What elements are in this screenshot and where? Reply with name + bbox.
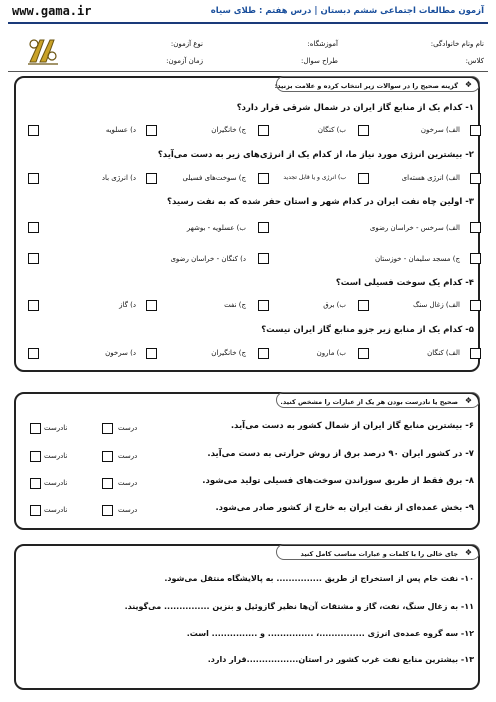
fill-item: ۱۱- به زغال سنگ، نفت، گاز و مشتقات آن‌ها نظیر گازوئیل و بنزین ............... می‌گویند. [124, 602, 474, 611]
section-heading: گزینه صحیح را در سوالات زیر انتخاب کرده و علامت بزنید: [274, 82, 458, 90]
option-label: الف) سرخس - خراسان رضوی [369, 224, 460, 232]
false-label: نادرست [44, 424, 68, 432]
exam-type-label: نوع آزمون: [170, 40, 203, 48]
answer-checkbox[interactable] [358, 300, 369, 311]
answer-checkbox[interactable] [358, 173, 369, 184]
answer-checkbox[interactable] [28, 125, 39, 136]
option-label: د) کنگان - خراسان رضوی [170, 255, 246, 263]
diamond-bullet-icon: ❖ [464, 548, 472, 557]
option-label: ب) عسلویه - بوشهر [186, 224, 246, 232]
school-label: آموزشگاه: [307, 40, 338, 48]
option-label: د) انرژی باد [101, 174, 136, 182]
false-checkbox[interactable] [30, 505, 41, 516]
answer-checkbox[interactable] [258, 253, 269, 264]
statement-text: ۹- بخش عمده‌ای از نفت ایران به خارج از کشور صادر می‌شود. [215, 503, 474, 513]
statement-text: ۷- در کشور ایران ۹۰ درصد برق از روش حرارتی به دست می‌آید. [207, 449, 474, 459]
option-label: الف) سرخون [420, 126, 460, 134]
false-label: نادرست [44, 506, 68, 514]
question-text: ۳- اولین چاه نفت ایران در کدام شهر و استان حفر شده که به نفت رسید؟ [167, 197, 474, 207]
option-label: ج) مسجد سلیمان - خوزستان [374, 255, 460, 263]
answer-checkbox[interactable] [358, 348, 369, 359]
answer-checkbox[interactable] [470, 222, 481, 233]
name-label: نام ونام خانوادگی: [430, 40, 484, 48]
true-label: درست [118, 452, 138, 460]
answer-checkbox[interactable] [258, 173, 269, 184]
question-text: ۴- کدام یک سوخت فسیلی است؟ [335, 278, 474, 288]
answer-checkbox[interactable] [258, 348, 269, 359]
answer-checkbox[interactable] [470, 300, 481, 311]
answer-checkbox[interactable] [258, 300, 269, 311]
false-checkbox[interactable] [30, 423, 41, 434]
section-heading: صحیح یا نادرست بودن هر یک از عبارات را مشخص کنید. [280, 398, 458, 406]
option-label: ب) انرژی و یا قابل تجدید [283, 174, 346, 181]
answer-checkbox[interactable] [146, 173, 157, 184]
option-label: ج) نفت [224, 301, 246, 309]
answer-checkbox[interactable] [146, 300, 157, 311]
answer-checkbox[interactable] [28, 173, 39, 184]
header-divider [8, 22, 488, 24]
option-label: ج) سوخت‌های فسیلی [182, 174, 246, 182]
true-checkbox[interactable] [102, 505, 113, 516]
question-text: ۵- کدام یک از منابع زیر جزو منابع گاز ایران نیست؟ [261, 325, 474, 335]
student-info-header [8, 26, 488, 72]
option-label: ب) مارون [316, 349, 346, 357]
site-url: www.gama.ir [12, 4, 92, 18]
option-label: ج) خانگیران [211, 126, 246, 134]
true-label: درست [118, 506, 138, 514]
fill-in-blank-section [14, 544, 480, 690]
option-label: ج) خانگیران [211, 349, 246, 357]
class-label: کلاس: [465, 57, 484, 65]
diamond-bullet-icon: ❖ [464, 396, 472, 405]
option-label: الف) کنگان [427, 349, 460, 357]
exam-title: آزمون مطالعات اجتماعی ششم دبستان | درس هفتم : طلای سیاه [210, 6, 484, 16]
false-checkbox[interactable] [30, 451, 41, 462]
exam-time-label: زمان آزمون: [166, 57, 203, 65]
question-text: ۱- کدام یک از منابع گاز ایران در شمال شرقی قرار دارد؟ [236, 103, 474, 113]
false-checkbox[interactable] [30, 478, 41, 489]
diamond-bullet-icon: ❖ [464, 80, 472, 89]
answer-checkbox[interactable] [28, 253, 39, 264]
fill-item: ۱۲- سه گروه عمده‌ی انرژی ...............، ............... و ............... است. [186, 629, 474, 638]
statement-text: ۸- برق فقط از طریق سوزاندن سوخت‌های فسیلی تولید می‌شود. [202, 476, 474, 486]
answer-checkbox[interactable] [358, 125, 369, 136]
designer-label: طراح سوال: [301, 57, 338, 65]
logo-icon [26, 34, 60, 66]
option-label: د) سرخون [105, 349, 136, 357]
answer-checkbox[interactable] [28, 348, 39, 359]
true-label: درست [118, 424, 138, 432]
true-checkbox[interactable] [102, 451, 113, 462]
true-checkbox[interactable] [102, 423, 113, 434]
answer-checkbox[interactable] [258, 222, 269, 233]
option-label: د) گاز [119, 301, 136, 309]
statement-text: ۶- بیشترین منابع گاز ایران از شمال کشور به دست می‌آید. [230, 421, 474, 431]
option-label: ب) کنگان [317, 126, 346, 134]
question-text: ۲- بیشترین انرژی مورد نیاز ما، از کدام یک از انرژی‌های زیر به دست می‌آید؟ [157, 150, 474, 160]
answer-checkbox[interactable] [470, 173, 481, 184]
section-heading: جای خالی را با کلمات و عبارات مناسب کامل کنید [300, 550, 458, 558]
option-label: د) عسلویه [105, 126, 136, 134]
answer-checkbox[interactable] [470, 253, 481, 264]
answer-checkbox[interactable] [146, 348, 157, 359]
option-label: الف) انرژی هسته‌ای [401, 174, 460, 182]
false-label: نادرست [44, 479, 68, 487]
answer-checkbox[interactable] [258, 125, 269, 136]
fill-item: ۱۰- نفت خام پس از استخراج از طریق ............... به پالایشگاه منتقل می‌شود. [164, 574, 474, 583]
false-label: نادرست [44, 452, 68, 460]
answer-checkbox[interactable] [470, 125, 481, 136]
answer-checkbox[interactable] [28, 222, 39, 233]
true-checkbox[interactable] [102, 478, 113, 489]
answer-checkbox[interactable] [146, 125, 157, 136]
answer-checkbox[interactable] [28, 300, 39, 311]
answer-checkbox[interactable] [470, 348, 481, 359]
option-label: الف) زغال سنگ [412, 301, 460, 309]
fill-item: ۱۳- بیشترین منابع نفت غرب کشور در استان.................قرار دارد. [207, 655, 474, 664]
option-label: ب) برق [323, 301, 346, 309]
true-label: درست [118, 479, 138, 487]
